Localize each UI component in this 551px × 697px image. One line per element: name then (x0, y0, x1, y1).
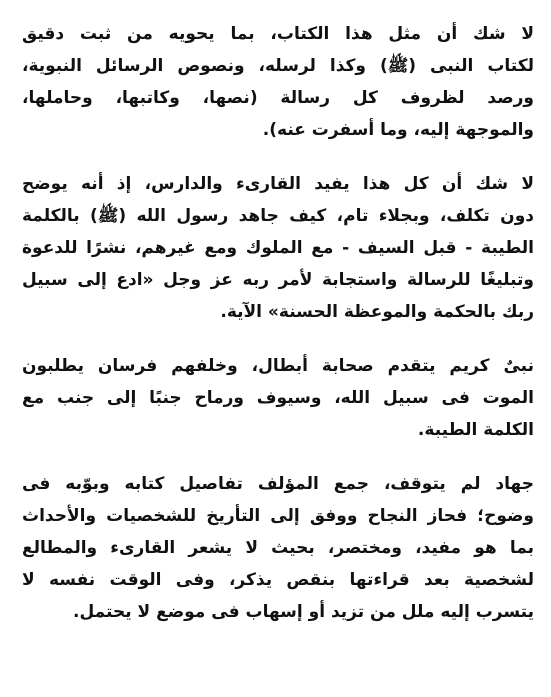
text-line: ربك بالحكمة والموعظة الحسنة» الآية. (220, 302, 534, 322)
text-line: الكلمة الطيبة. (417, 420, 534, 440)
paragraph-2 (22, 168, 534, 328)
text-line: دون تكلف، وبجلاء تام، كيف جاهد رسول الله (ﷺ) بالكلمة (22, 206, 534, 226)
text-line: لا شك أن مثل هذا الكتاب، بما يحويه من ثبت دقيق (22, 24, 534, 44)
paragraph-3 (22, 350, 534, 446)
text-line: لا شك أن كل هذا يفيد القارىء والدارس، إذ أنه يوضح (22, 174, 534, 194)
text-line: ورصد لظروف كل رسالة (نصها، وكاتبها، وحاملها، (22, 88, 534, 108)
text-line: الطيبة - قبل السيف - مع الملوك ومع غيرهم، نشرًا للدعوة (22, 238, 534, 258)
text-line: لشخصية بعد قراءتها بنقص يذكر، وفى الوقت نفسه لا (22, 570, 534, 590)
text-line: الموت فى سبيل الله، وسيوف ورماح جنبًا إلى جنب مع (22, 388, 534, 408)
text-line: نبىٌ كريم يتقدم صحابة أبطال، وخلفهم فرسان يطلبون (22, 356, 534, 376)
text-line: وتبليغًا للرسالة واستجابة لأمر ربه عز وجل «ادع إلى سبيل (22, 270, 534, 290)
text-line: وضوح؛ فحاز النجاح ووفق إلى التأريخ للشخصيات والأحداث (22, 506, 534, 526)
text-line: لكتاب النبى (ﷺ) وكذا لرسله، ونصوص الرسائل النبوية، (22, 56, 534, 76)
paragraph-4 (22, 468, 534, 628)
paragraph-1 (22, 18, 534, 146)
text-line: يتسرب إليه ملل من تزيد أو إسهاب فى موضع لا يحتمل. (73, 602, 534, 622)
document-page (22, 18, 534, 650)
text-line: والموجهة إليه، وما أسفرت عنه). (262, 120, 534, 140)
text-line: جهاد لم يتوقف، جمع المؤلف تفاصيل كتابه وبوّبه فى (22, 474, 534, 494)
text-line: بما هو مفيد، ومختصر، بحيث لا يشعر القارىء والمطالع (22, 538, 534, 558)
